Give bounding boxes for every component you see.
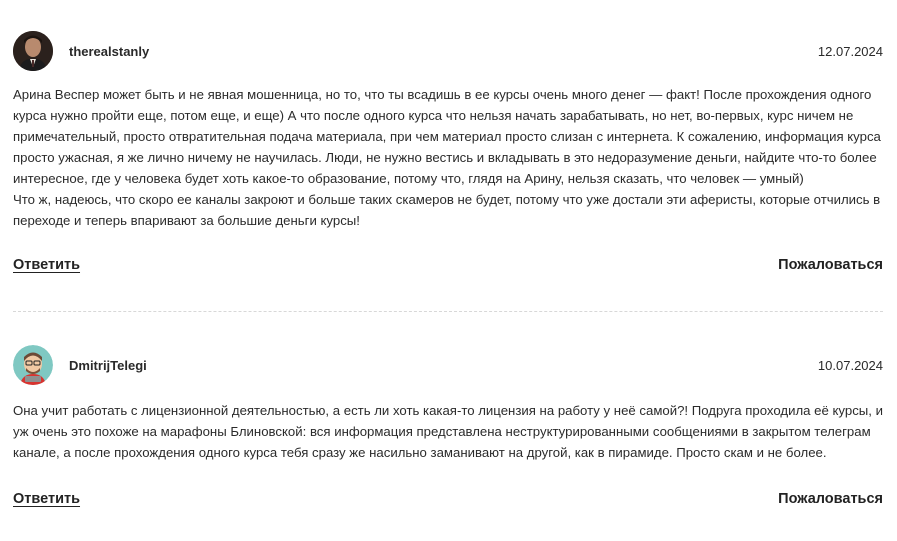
comment-date: 12.07.2024 [817,44,883,59]
comment-card [13,345,883,511]
cartoon-avatar-icon [13,345,53,385]
user-photo-icon [13,31,53,71]
avatar[interactable] [13,345,53,385]
reply-link[interactable]: Ответить [13,491,81,507]
comment-author[interactable]: therealstanly [69,44,150,59]
comment-actions [13,491,883,511]
comment-divider [13,311,883,312]
comment-author[interactable]: DmitrijTelegi [69,358,147,373]
comment-text: Арина Веспер может быть и не явная мошенница, но то, что ты всадишь в ее курсы очень много денег — факт! После прохождения одного курса нужно пройти еще, потом еще, и еще) А что после одного курса что нельзя начать зарабатывать, но нет, во-первых, курс ничем не примечательный, просто отвратительная подача материала, при чем материал просто слизан с интернета. К сожалению, информация курса просто ужасная, я же лично ничему не научилась. Люди, не нужно вестись и вкладывать в это недоразумение деньги, найдите что-то более интересное, где у человека будет хоть какое-то образование, потому что, глядя на Арину, нельзя сказать, что человек — умный) Что ж, надеюсь, что скоро ее каналы закроют и больше таких скамеров не будет, потому что уже достали эти аферисты, которые отчились в переходе и теперь впаривают за большие деньги курсы! [13,87,881,228]
comment-card [13,31,883,277]
report-link[interactable]: Пожаловаться [778,257,883,273]
reply-link[interactable]: Ответить [13,257,81,273]
report-link[interactable]: Пожаловаться [778,491,883,507]
avatar[interactable] [13,31,53,71]
comment-header [13,345,883,387]
comment-date: 10.07.2024 [817,358,883,373]
comment-actions [13,257,883,277]
comment-text: Она учит работать с лицензионной деятельностью, а есть ли хоть какая-то лицензия на работу у неё самой?! Подруга проходила её курсы, и уж очень это похоже на марафоны Блиновской: вся информация представлена неструктурированными сообщениями в закрытом телеграм канале, а после прохождения одного курса тебя сразу же насильно заманивают на другой, как в пирамиде. Просто скам и не более. [13,403,883,460]
comment-header [13,31,883,73]
